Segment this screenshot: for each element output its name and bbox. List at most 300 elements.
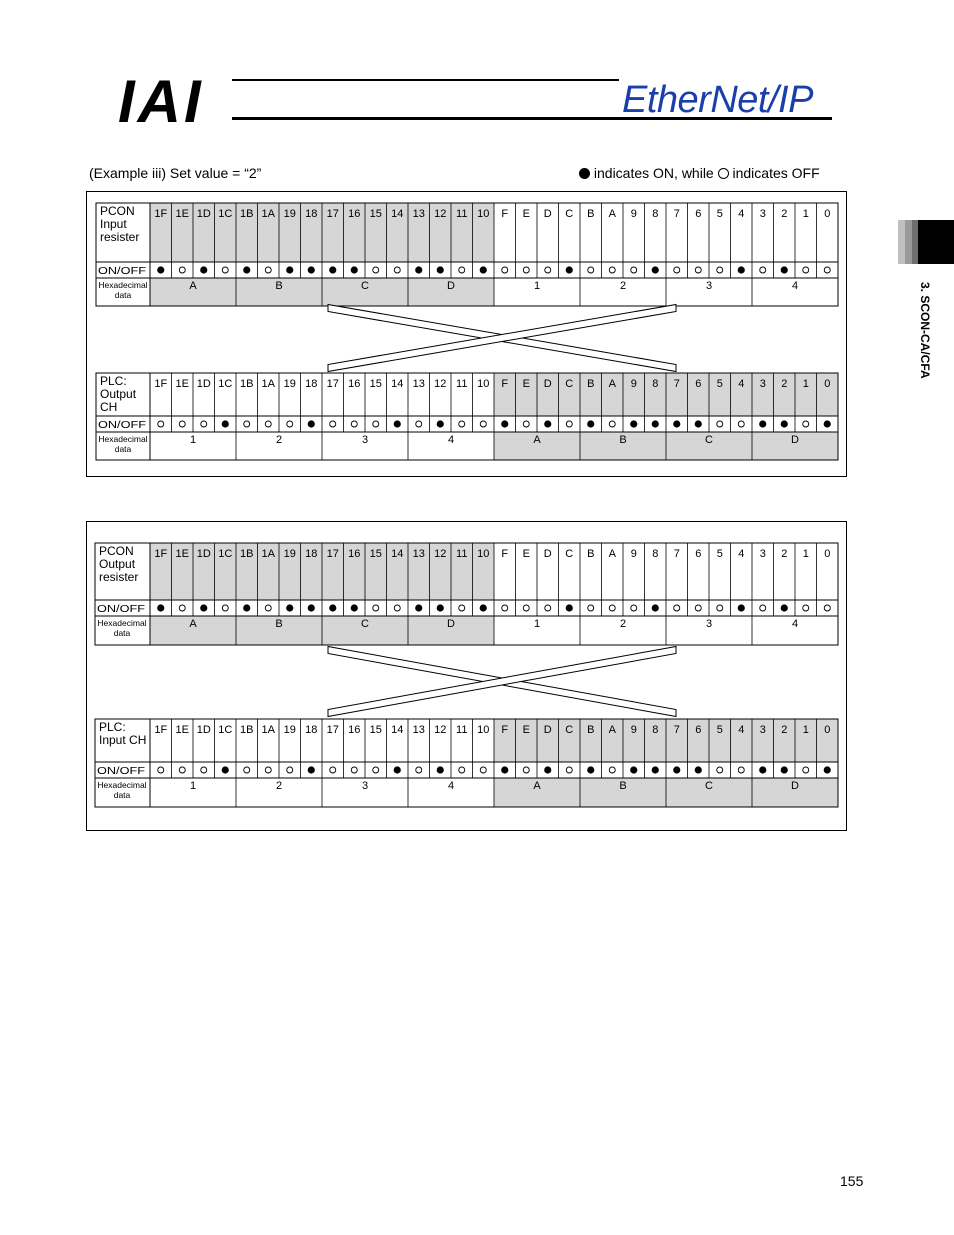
- off-circle: [373, 767, 379, 773]
- off-circle: [523, 605, 529, 611]
- bit-label: 14: [391, 548, 404, 560]
- on-circle: [437, 420, 444, 427]
- hex-value: A: [533, 780, 541, 792]
- on-circle: [673, 766, 680, 773]
- bit-label: C: [565, 208, 574, 220]
- bit-label: 7: [673, 548, 680, 560]
- off-circle: [674, 267, 680, 273]
- off-circle: [158, 421, 164, 427]
- bit-label: 1A: [261, 548, 275, 560]
- off-circle: [803, 267, 809, 273]
- onoff-label: ON/OFF: [97, 766, 145, 777]
- off-circle: [566, 421, 572, 427]
- off-circle: [394, 267, 400, 273]
- off-circle: [222, 267, 228, 273]
- bit-label: D: [543, 724, 552, 736]
- bit-label: 1A: [261, 378, 275, 390]
- hex-label: data: [113, 628, 131, 638]
- bit-label: 1F: [154, 724, 168, 736]
- bit-label: 6: [695, 208, 702, 220]
- hex-label: Hexadecimal: [97, 780, 147, 790]
- bit-label: 4: [738, 378, 745, 390]
- hex-value: 3: [361, 434, 369, 446]
- on-circle: [480, 266, 487, 273]
- off-circle: [609, 605, 615, 611]
- off-circle: [609, 267, 615, 273]
- hex-value: 1: [189, 434, 197, 446]
- bit-label: A: [608, 724, 616, 736]
- on-circle: [200, 266, 207, 273]
- bit-label: F: [501, 548, 509, 560]
- on-circle: [544, 766, 551, 773]
- bit-label: 1F: [154, 378, 168, 390]
- hex-value: 1: [189, 780, 197, 792]
- bit-label: 18: [305, 208, 318, 220]
- on-circle: [824, 766, 831, 773]
- bit-label: 7: [673, 378, 680, 390]
- off-circle: [760, 605, 766, 611]
- hex-value: 3: [705, 280, 713, 292]
- on-circle: [437, 266, 444, 273]
- on-circle: [652, 266, 659, 273]
- bit-label: 1: [802, 378, 809, 390]
- bit-label: C: [565, 378, 574, 390]
- bit-label: 15: [369, 548, 382, 560]
- bit-label: 9: [630, 548, 637, 560]
- bit-label: 9: [630, 724, 637, 736]
- diagram-1-bottom-title-line: PLC:: [100, 374, 127, 388]
- bit-label: 0: [824, 378, 831, 390]
- on-circle: [437, 604, 444, 611]
- bit-label: 1D: [196, 548, 211, 560]
- off-circle: [351, 421, 357, 427]
- off-circle: [179, 267, 185, 273]
- diagram-1-top-title-line: PCON: [100, 204, 135, 218]
- bit-label: 12: [434, 724, 447, 736]
- on-circle: [501, 766, 508, 773]
- off-circle: [459, 767, 465, 773]
- off-circle: [287, 767, 293, 773]
- bit-label: 1B: [240, 378, 254, 390]
- hex-value: 1: [533, 280, 541, 292]
- on-circle: [415, 266, 422, 273]
- hex-value: D: [447, 280, 455, 292]
- off-circle: [351, 767, 357, 773]
- on-circle: [200, 604, 207, 611]
- bit-label: 1C: [218, 724, 233, 736]
- off-circle: [179, 421, 185, 427]
- bit-label: 1E: [175, 208, 189, 220]
- example-caption: (Example iii) Set value = “2”: [89, 165, 262, 181]
- bit-label: 17: [326, 548, 339, 560]
- on-circle: [394, 420, 401, 427]
- bit-label: B: [587, 208, 595, 220]
- off-circle: [459, 605, 465, 611]
- on-circle: [222, 766, 229, 773]
- off-circle: [480, 421, 486, 427]
- on-circle: [308, 766, 315, 773]
- off-circle: [459, 421, 465, 427]
- diagram-2-bottom-title-line: Input CH: [99, 733, 147, 747]
- hex-value: A: [189, 618, 197, 630]
- legend-on-text: indicates ON, while: [593, 165, 714, 181]
- off-circle: [803, 421, 809, 427]
- bit-label: 10: [477, 548, 490, 560]
- on-circle: [652, 604, 659, 611]
- off-circle: [738, 421, 744, 427]
- bit-label: 4: [738, 208, 745, 220]
- on-circle: [673, 420, 680, 427]
- bit-label: 11: [456, 208, 468, 220]
- on-circle: [308, 420, 315, 427]
- off-circle: [480, 767, 486, 773]
- off-circle: [695, 605, 701, 611]
- hex-value: 2: [619, 280, 627, 292]
- off-circle: [717, 267, 723, 273]
- on-circle: [781, 766, 788, 773]
- off-circle: [588, 267, 594, 273]
- hex-value: 4: [447, 780, 455, 792]
- hex-value: A: [533, 434, 541, 446]
- on-circle: [738, 266, 745, 273]
- bit-label: 16: [348, 724, 361, 736]
- bit-label: 18: [305, 724, 318, 736]
- off-circle: [717, 605, 723, 611]
- off-circle: [158, 767, 164, 773]
- bit-label: 1: [802, 724, 809, 736]
- bit-label: 15: [369, 208, 382, 220]
- bit-label: 10: [477, 724, 490, 736]
- bit-label: 11: [456, 378, 468, 390]
- bit-label: 1D: [196, 724, 211, 736]
- hex-value: 3: [361, 780, 369, 792]
- on-circle: [566, 604, 573, 611]
- bit-label: 2: [781, 724, 788, 736]
- off-circle: [824, 605, 830, 611]
- hex-value: 2: [275, 434, 283, 446]
- bit-label: 5: [716, 724, 723, 736]
- bit-label: 6: [695, 724, 702, 736]
- bit-label: 0: [824, 208, 831, 220]
- bit-label: 13: [412, 378, 425, 390]
- bit-label: 17: [326, 208, 339, 220]
- on-circle: [243, 266, 250, 273]
- on-circle: [157, 604, 164, 611]
- bit-label: 3: [759, 208, 766, 220]
- on-circle: [329, 604, 336, 611]
- on-circle: [652, 766, 659, 773]
- off-circle: [330, 767, 336, 773]
- bit-label: 1F: [154, 208, 168, 220]
- off-circle: [674, 605, 680, 611]
- bit-label: 6: [695, 378, 702, 390]
- on-circle: [501, 420, 508, 427]
- hex-value: B: [619, 434, 627, 446]
- bit-label: 1: [802, 548, 809, 560]
- off-circle: [631, 605, 637, 611]
- bit-label: A: [608, 208, 616, 220]
- off-circle: [287, 421, 293, 427]
- off-circle: [201, 767, 207, 773]
- bit-label: 1D: [196, 378, 211, 390]
- bit-label: 17: [326, 378, 339, 390]
- hex-value: C: [361, 618, 369, 630]
- bit-label: A: [608, 378, 616, 390]
- bit-label: A: [608, 548, 616, 560]
- on-circle: [587, 420, 594, 427]
- bit-label: 2: [781, 548, 788, 560]
- bit-label: 1B: [240, 724, 254, 736]
- bit-label: 15: [369, 724, 382, 736]
- hex-value: 4: [791, 280, 799, 292]
- bit-label: 1B: [240, 548, 254, 560]
- diagram-1-top-title-line: resister: [100, 230, 140, 244]
- off-circle: [803, 767, 809, 773]
- bit-label: B: [587, 724, 595, 736]
- bit-label: 1C: [218, 208, 233, 220]
- on-circle: [695, 766, 702, 773]
- bit-label: 12: [434, 548, 447, 560]
- off-circle: [609, 421, 615, 427]
- on-circle: [308, 266, 315, 273]
- off-circle: [394, 605, 400, 611]
- bit-label: 18: [305, 548, 318, 560]
- off-circle: [523, 267, 529, 273]
- hex-label: data: [114, 290, 132, 300]
- on-circle: [630, 420, 637, 427]
- off-circle: [566, 767, 572, 773]
- bit-label: 16: [348, 548, 361, 560]
- diagram-2-top-title-line: resister: [99, 570, 139, 584]
- hex-value: 4: [791, 618, 799, 630]
- onoff-label: ON/OFF: [98, 266, 146, 277]
- on-circle: [437, 766, 444, 773]
- bit-label: 19: [283, 208, 296, 220]
- on-circle: [308, 604, 315, 611]
- hex-label: data: [113, 790, 131, 800]
- on-circle: [544, 420, 551, 427]
- bit-label: 15: [369, 378, 382, 390]
- hex-value: B: [275, 618, 283, 630]
- bit-label: 18: [305, 378, 318, 390]
- on-circle: [695, 420, 702, 427]
- hex-value: C: [705, 434, 713, 446]
- hex-label: Hexadecimal: [97, 618, 147, 628]
- on-circle: [738, 604, 745, 611]
- off-circle: [244, 767, 250, 773]
- on-circle: [157, 266, 164, 273]
- hex-value: 2: [275, 780, 283, 792]
- diagram-2-bottom-title-line: PLC:: [99, 720, 126, 734]
- bit-label: D: [543, 378, 552, 390]
- on-circle: [415, 604, 422, 611]
- off-circle: [717, 767, 723, 773]
- off-circle: [588, 605, 594, 611]
- bit-label: 2: [781, 378, 788, 390]
- diagram-1-bottom-title-line: CH: [100, 400, 118, 414]
- off-circle: [265, 421, 271, 427]
- bit-label: 1C: [218, 548, 233, 560]
- bit-label: B: [587, 378, 595, 390]
- bit-label: 3: [759, 378, 766, 390]
- bit-label: 6: [695, 548, 702, 560]
- bit-label: 10: [477, 378, 490, 390]
- bit-label: 1E: [175, 548, 189, 560]
- bit-label: 1C: [218, 378, 233, 390]
- bit-label: 1E: [175, 724, 189, 736]
- off-circle: [502, 605, 508, 611]
- bit-label: 19: [283, 378, 296, 390]
- bit-label: 5: [716, 378, 723, 390]
- off-circle: [416, 421, 422, 427]
- bit-label: 9: [630, 208, 637, 220]
- off-circle: [265, 605, 271, 611]
- on-circle: [630, 766, 637, 773]
- off-circle: [265, 267, 271, 273]
- bit-label: C: [565, 548, 574, 560]
- off-circle: [179, 767, 185, 773]
- bit-label: 11: [456, 548, 468, 560]
- on-circle: [781, 604, 788, 611]
- bit-label: D: [543, 548, 552, 560]
- bit-label: 17: [326, 724, 339, 736]
- hex-value: 3: [705, 618, 713, 630]
- onoff-label: ON/OFF: [97, 604, 145, 615]
- chapter-label-text: 3. SCON-CA/CFA: [918, 282, 932, 379]
- bit-label: 1B: [240, 208, 254, 220]
- on-circle: [351, 604, 358, 611]
- off-circle: [373, 605, 379, 611]
- hex-label: Hexadecimal: [98, 280, 148, 290]
- bit-label: 5: [716, 208, 723, 220]
- off-circle: [373, 421, 379, 427]
- on-circle: [222, 420, 229, 427]
- page-number: 155: [840, 1173, 864, 1189]
- on-circle: [566, 266, 573, 273]
- diagram-2-top-title-line: Output: [99, 557, 136, 571]
- on-circle: [759, 766, 766, 773]
- bit-label: 7: [673, 208, 680, 220]
- on-circle: [781, 420, 788, 427]
- on-circle: [286, 266, 293, 273]
- bit-label: 14: [391, 724, 404, 736]
- bit-label: 0: [824, 724, 831, 736]
- bit-label: 1A: [261, 724, 275, 736]
- off-circle: [459, 267, 465, 273]
- legend-off-text: indicates OFF: [732, 165, 820, 181]
- hex-value: D: [447, 618, 455, 630]
- bit-label: 19: [283, 724, 296, 736]
- bit-label: B: [587, 548, 595, 560]
- bit-label: 19: [283, 548, 296, 560]
- on-circle: [286, 604, 293, 611]
- off-circle: [201, 421, 207, 427]
- on-circle: [329, 266, 336, 273]
- off-circle: [265, 767, 271, 773]
- bit-label: 1D: [196, 208, 211, 220]
- hex-value: 1: [533, 618, 541, 630]
- diagram-1-top-title-line: Input: [100, 217, 127, 231]
- on-circle: [351, 266, 358, 273]
- off-circle: [222, 605, 228, 611]
- on-circle: [652, 420, 659, 427]
- off-circle: [631, 267, 637, 273]
- off-circle: [523, 767, 529, 773]
- hex-label: Hexadecimal: [98, 434, 148, 444]
- bit-label: F: [501, 208, 509, 220]
- bit-label: 1A: [261, 208, 275, 220]
- off-circle: [545, 267, 551, 273]
- off-circle: [695, 267, 701, 273]
- off-circle: [545, 605, 551, 611]
- bit-label: 9: [630, 378, 637, 390]
- bit-label: 5: [716, 548, 723, 560]
- off-circle: [502, 267, 508, 273]
- hex-value: B: [275, 280, 283, 292]
- iai-logo: IAI: [118, 68, 204, 135]
- off-circle: [824, 267, 830, 273]
- on-circle: [394, 766, 401, 773]
- hex-value: C: [361, 280, 369, 292]
- bit-label: 16: [348, 378, 361, 390]
- hex-label: data: [114, 444, 132, 454]
- bit-label: 1E: [175, 378, 189, 390]
- bit-label: E: [522, 378, 530, 390]
- on-circle: [759, 420, 766, 427]
- hex-value: B: [619, 780, 627, 792]
- hex-value: A: [189, 280, 197, 292]
- on-circle: [480, 604, 487, 611]
- diagram-1-bottom-title-line: Output: [100, 387, 137, 401]
- hex-value: 2: [619, 618, 627, 630]
- bit-label: D: [543, 208, 552, 220]
- hex-value: D: [791, 434, 799, 446]
- bit-label: E: [522, 208, 530, 220]
- off-circle: [803, 605, 809, 611]
- bit-label: 12: [434, 208, 447, 220]
- off-circle: [609, 767, 615, 773]
- off-circle: [416, 767, 422, 773]
- bit-label: E: [522, 724, 530, 736]
- bit-label: 14: [391, 378, 404, 390]
- bit-label: 4: [738, 724, 745, 736]
- bit-label: 7: [673, 724, 680, 736]
- bit-label: 13: [412, 208, 425, 220]
- bit-label: 4: [738, 548, 745, 560]
- bit-label: E: [522, 548, 530, 560]
- bit-label: 14: [391, 208, 404, 220]
- on-circle: [243, 604, 250, 611]
- onoff-label: ON/OFF: [98, 420, 146, 431]
- off-circle: [717, 421, 723, 427]
- diagram-2-top-title-line: PCON: [99, 544, 134, 558]
- bit-label: 11: [456, 724, 468, 736]
- bit-label: 2: [781, 208, 788, 220]
- off-circle: [738, 767, 744, 773]
- bit-label: 10: [477, 208, 490, 220]
- bit-label: 13: [412, 548, 425, 560]
- off-circle: [373, 267, 379, 273]
- on-circle: [587, 766, 594, 773]
- bit-label: 8: [652, 378, 659, 390]
- bit-label: 3: [759, 548, 766, 560]
- off-circle: [244, 421, 250, 427]
- off-circle: [330, 421, 336, 427]
- hex-value: 4: [447, 434, 455, 446]
- bit-label: F: [501, 378, 509, 390]
- hex-value: D: [791, 780, 799, 792]
- bit-label: 16: [348, 208, 361, 220]
